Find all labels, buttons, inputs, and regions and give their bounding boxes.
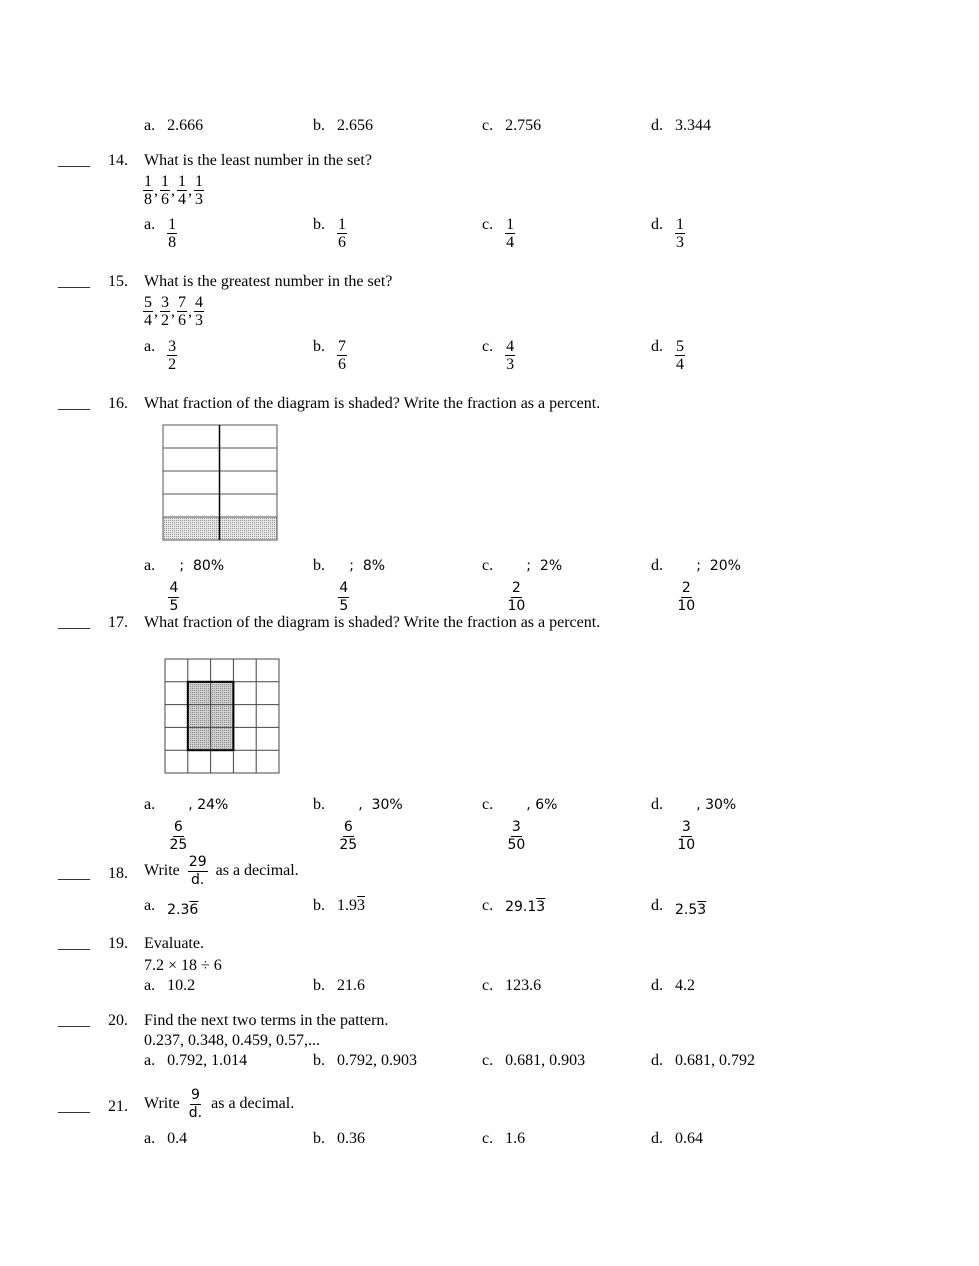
q21-option-d[interactable]: d. 0.64 (651, 1130, 703, 1147)
q17-text: What fraction of the diagram is shaded? Write the fraction as a percent. (144, 614, 601, 631)
q19-option-d[interactable]: d. 4.2 (651, 977, 695, 994)
q19-answer-blank[interactable]: ____ (58, 935, 90, 952)
q17-option-b[interactable]: b. $\frac{6}{25}$ , 30% (313, 796, 403, 853)
q18-option-b[interactable]: b. 1.93 (313, 897, 365, 914)
q20-answer-blank[interactable]: ____ (58, 1012, 90, 1029)
q20-text: Find the next two terms in the pattern. (144, 1012, 389, 1029)
q17-diagram (164, 658, 281, 775)
q15-option-d[interactable]: d. $\frac{5}{4}$ (651, 338, 684, 373)
q18-text: Write $\frac{29}{d.}$ as a decimal. (144, 854, 299, 888)
q18-number: 18. (108, 865, 128, 882)
q16-option-c[interactable]: c. $\frac{2}{10}$ ; 2% (482, 557, 563, 614)
q15-option-c[interactable]: c. $\frac{4}{3}$ (482, 338, 515, 373)
q16-text: What fraction of the diagram is shaded? Write the fraction as a percent. (144, 395, 601, 412)
q17-answer-blank[interactable]: ____ (58, 614, 90, 631)
q20-number: 20. (108, 1012, 128, 1029)
q16-diagram (162, 424, 278, 542)
q14-text: What is the least number in the set? (144, 152, 372, 169)
q19-text: Evaluate. (144, 935, 204, 952)
q19-number: 19. (108, 935, 128, 952)
q21-answer-blank[interactable]: ____ (58, 1098, 90, 1115)
q14-option-b[interactable]: b. $\frac{1}{6}$ (313, 216, 346, 251)
q19-option-c[interactable]: c. 123.6 (482, 977, 542, 994)
q15-number: 15. (108, 273, 128, 290)
q16-number: 16. (108, 395, 128, 412)
q20-option-a[interactable]: a. 0.792, 1.014 (144, 1052, 248, 1069)
q15-set: $\frac{5}{4}$ , $\frac{3}{2}$ , $\frac{7}{6}$ , $\frac{4}{3}$ (144, 294, 203, 329)
q21-option-b[interactable]: b. 0.36 (313, 1130, 365, 1147)
q21-option-c[interactable]: c. 1.6 (482, 1130, 526, 1147)
q17-number: 17. (108, 614, 128, 631)
q14-answer-blank[interactable]: ____ (58, 152, 90, 169)
q13-option-d[interactable]: d. 3.344 (651, 117, 711, 134)
q17-option-d[interactable]: d. $\frac{3}{10}$ , 30% (651, 796, 737, 853)
q16-option-d[interactable]: d. $\frac{2}{10}$ ; 20% (651, 557, 741, 614)
q18-answer-blank[interactable]: ____ (58, 865, 90, 882)
q18-option-a[interactable]: a. 2.36 (144, 897, 199, 918)
q19-option-a[interactable]: a. 10.2 (144, 977, 196, 994)
q13-option-b[interactable]: b. 2.656 (313, 117, 373, 134)
q20-option-c[interactable]: c. 0.681, 0.903 (482, 1052, 586, 1069)
q18-option-d[interactable]: d. 2.53 (651, 897, 707, 918)
q13-option-a[interactable]: a. 2.666 (144, 117, 204, 134)
q16-answer-blank[interactable]: ____ (58, 395, 90, 412)
q15-option-b[interactable]: b. $\frac{7}{6}$ (313, 338, 346, 373)
q21-text: Write $\frac{9}{d.}$ as a decimal. (144, 1087, 295, 1121)
q15-option-a[interactable]: a. $\frac{3}{2}$ (144, 338, 177, 373)
q15-text: What is the greatest number in the set? (144, 273, 393, 290)
q14-option-d[interactable]: d. $\frac{1}{3}$ (651, 216, 684, 251)
q16-option-a[interactable]: a. $\frac{4}{5}$ ; 80% (144, 557, 225, 614)
q17-option-c[interactable]: c. $\frac{3}{50}$ , 6% (482, 796, 558, 853)
q21-number: 21. (108, 1098, 128, 1115)
q21-option-a[interactable]: a. 0.4 (144, 1130, 188, 1147)
q19-option-b[interactable]: b. 21.6 (313, 977, 365, 994)
q13-option-c[interactable]: c. 2.756 (482, 117, 542, 134)
q20-sequence: 0.237, 0.348, 0.459, 0.57,... (144, 1032, 320, 1049)
q19-expression: 7.2 × 18 ÷ 6 (144, 957, 222, 974)
q20-option-d[interactable]: d. 0.681, 0.792 (651, 1052, 755, 1069)
q20-option-b[interactable]: b. 0.792, 0.903 (313, 1052, 417, 1069)
q14-option-a[interactable]: a. $\frac{1}{8}$ (144, 216, 177, 251)
q17-option-a[interactable]: a. $\frac{6}{25}$ , 24% (144, 796, 229, 853)
q14-number: 14. (108, 152, 128, 169)
q14-set: $\frac{1}{8}$ , $\frac{1}{6}$ , $\frac{1}{4}$ , $\frac{1}{3}$ (144, 173, 203, 208)
q14-option-c[interactable]: c. $\frac{1}{4}$ (482, 216, 515, 251)
q18-option-c[interactable]: c. 29.13 (482, 897, 546, 915)
q16-option-b[interactable]: b. $\frac{4}{5}$ ; 8% (313, 557, 386, 614)
q15-answer-blank[interactable]: ____ (58, 273, 90, 290)
